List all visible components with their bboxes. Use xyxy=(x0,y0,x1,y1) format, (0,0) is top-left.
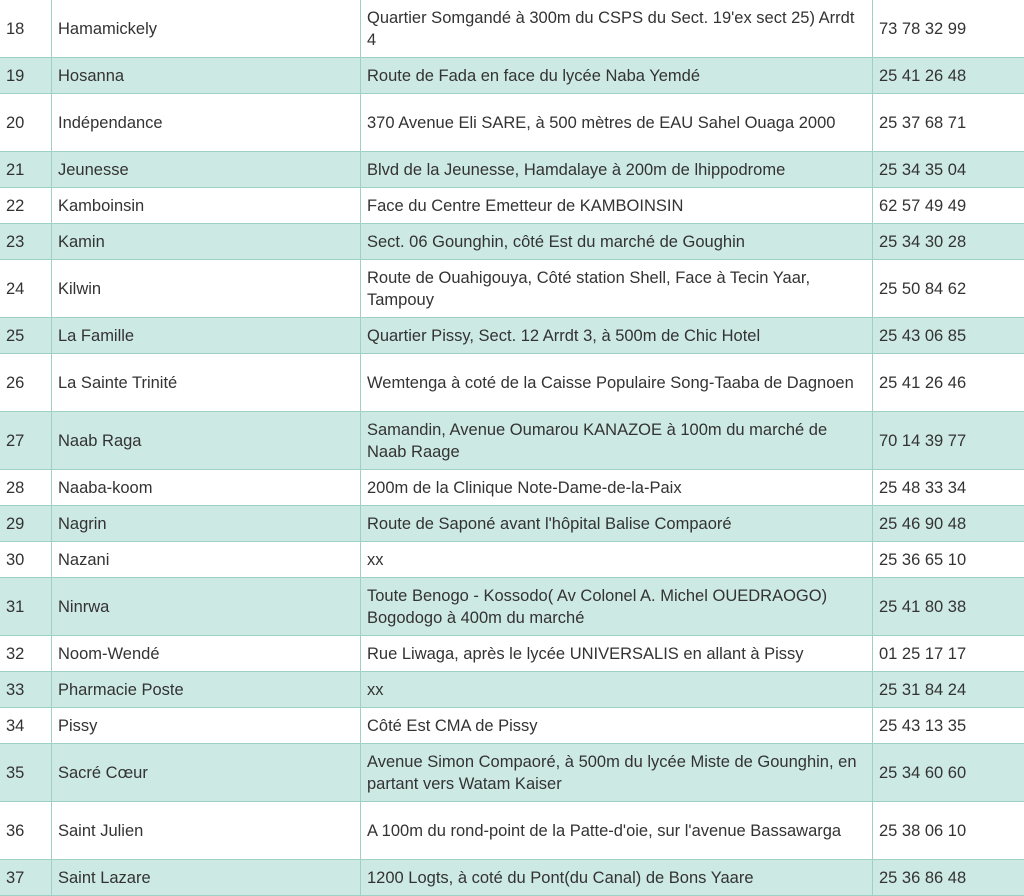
table-row xyxy=(0,224,1024,260)
pharmacy-name: Nagrin xyxy=(52,506,361,542)
pharmacy-phone: 25 36 86 48 xyxy=(873,860,1024,896)
pharmacy-phone: 01 25 17 17 xyxy=(873,636,1024,672)
table-row xyxy=(0,470,1024,506)
pharmacy-phone: 25 36 65 10 xyxy=(873,542,1024,578)
table-row xyxy=(0,708,1024,744)
pharmacy-phone: 25 46 90 48 xyxy=(873,506,1024,542)
pharmacy-address: 1200 Logts, à coté du Pont(du Canal) de Bons Yaare xyxy=(361,860,873,896)
pharmacy-phone: 70 14 39 77 xyxy=(873,412,1024,470)
table-row xyxy=(0,578,1024,636)
pharmacy-address: Quartier Somgandé à 300m du CSPS du Sect. 19'ex sect 25) Arrdt 4 xyxy=(361,0,873,58)
table-row xyxy=(0,354,1024,412)
pharmacy-address: Quartier Pissy, Sect. 12 Arrdt 3, à 500m de Chic Hotel xyxy=(361,318,873,354)
table-row xyxy=(0,672,1024,708)
row-number: 33 xyxy=(0,672,52,708)
table-row xyxy=(0,58,1024,94)
pharmacy-name: Sacré Cœur xyxy=(52,744,361,802)
pharmacy-address: Blvd de la Jeunesse, Hamdalaye à 200m de lhippodrome xyxy=(361,152,873,188)
row-number: 30 xyxy=(0,542,52,578)
row-number: 22 xyxy=(0,188,52,224)
pharmacy-name: Naab Raga xyxy=(52,412,361,470)
pharmacy-address: 200m de la Clinique Note-Dame-de-la-Paix xyxy=(361,470,873,506)
pharmacy-phone: 25 34 60 60 xyxy=(873,744,1024,802)
pharmacy-name: Saint Lazare xyxy=(52,860,361,896)
row-number: 23 xyxy=(0,224,52,260)
pharmacy-address: Samandin, Avenue Oumarou KANAZOE à 100m du marché de Naab Raage xyxy=(361,412,873,470)
table-row xyxy=(0,412,1024,470)
pharmacy-phone: 25 48 33 34 xyxy=(873,470,1024,506)
table-row xyxy=(0,188,1024,224)
pharmacy-name: Indépendance xyxy=(52,94,361,152)
pharmacy-name: Ninrwa xyxy=(52,578,361,636)
pharmacy-name: Hosanna xyxy=(52,58,361,94)
pharmacy-name: Naaba-koom xyxy=(52,470,361,506)
pharmacy-phone: 25 43 13 35 xyxy=(873,708,1024,744)
pharmacy-phone: 62 57 49 49 xyxy=(873,188,1024,224)
pharmacy-phone: 25 41 26 46 xyxy=(873,354,1024,412)
row-number: 37 xyxy=(0,860,52,896)
pharmacy-address: xx xyxy=(361,542,873,578)
pharmacy-phone: 25 31 84 24 xyxy=(873,672,1024,708)
row-number: 25 xyxy=(0,318,52,354)
pharmacy-name: Hamamickely xyxy=(52,0,361,58)
table-row xyxy=(0,860,1024,896)
row-number: 35 xyxy=(0,744,52,802)
row-number: 31 xyxy=(0,578,52,636)
pharmacy-address: Route de Saponé avant l'hôpital Balise Compaoré xyxy=(361,506,873,542)
row-number: 36 xyxy=(0,802,52,860)
pharmacy-phone: 25 50 84 62 xyxy=(873,260,1024,318)
row-number: 29 xyxy=(0,506,52,542)
pharmacy-name: Kamboinsin xyxy=(52,188,361,224)
table-row xyxy=(0,260,1024,318)
table-row xyxy=(0,744,1024,802)
pharmacy-phone: 25 38 06 10 xyxy=(873,802,1024,860)
row-number: 20 xyxy=(0,94,52,152)
pharmacy-name: Noom-Wendé xyxy=(52,636,361,672)
pharmacy-address: xx xyxy=(361,672,873,708)
row-number: 19 xyxy=(0,58,52,94)
pharmacy-name: Jeunesse xyxy=(52,152,361,188)
table-row xyxy=(0,506,1024,542)
pharmacy-address: Face du Centre Emetteur de KAMBOINSIN xyxy=(361,188,873,224)
pharmacy-phone: 25 43 06 85 xyxy=(873,318,1024,354)
pharmacy-address: Toute Benogo - Kossodo( Av Colonel A. Michel OUEDRAOGO) Bogodogo à 400m du marché xyxy=(361,578,873,636)
pharmacy-address: Sect. 06 Gounghin, côté Est du marché de Goughin xyxy=(361,224,873,260)
pharmacy-address: Route de Fada en face du lycée Naba Yemdé xyxy=(361,58,873,94)
pharmacy-name: Saint Julien xyxy=(52,802,361,860)
row-number: 26 xyxy=(0,354,52,412)
pharmacy-address: Rue Liwaga, après le lycée UNIVERSALIS en allant à Pissy xyxy=(361,636,873,672)
pharmacy-phone: 25 34 35 04 xyxy=(873,152,1024,188)
pharmacy-address: A 100m du rond-point de la Patte-d'oie, sur l'avenue Bassawarga xyxy=(361,802,873,860)
row-number: 28 xyxy=(0,470,52,506)
row-number: 27 xyxy=(0,412,52,470)
row-number: 18 xyxy=(0,0,52,58)
pharmacy-name: Kilwin xyxy=(52,260,361,318)
row-number: 21 xyxy=(0,152,52,188)
table-row xyxy=(0,0,1024,58)
table-row xyxy=(0,542,1024,578)
pharmacy-address: Avenue Simon Compaoré, à 500m du lycée Miste de Gounghin, en partant vers Watam Kaiser xyxy=(361,744,873,802)
pharmacy-name: Pharmacie Poste xyxy=(52,672,361,708)
pharmacy-address: Côté Est CMA de Pissy xyxy=(361,708,873,744)
pharmacy-address: 370 Avenue Eli SARE, à 500 mètres de EAU Sahel Ouaga 2000 xyxy=(361,94,873,152)
table-row xyxy=(0,802,1024,860)
row-number: 24 xyxy=(0,260,52,318)
pharmacy-name: Nazani xyxy=(52,542,361,578)
pharmacy-name: La Sainte Trinité xyxy=(52,354,361,412)
table-row xyxy=(0,94,1024,152)
pharmacy-name: La Famille xyxy=(52,318,361,354)
table-row xyxy=(0,318,1024,354)
pharmacy-phone: 25 41 26 48 xyxy=(873,58,1024,94)
pharmacy-address: Wemtenga à coté de la Caisse Populaire Song-Taaba de Dagnoen xyxy=(361,354,873,412)
table-row xyxy=(0,636,1024,672)
pharmacy-phone: 25 34 30 28 xyxy=(873,224,1024,260)
pharmacy-name: Pissy xyxy=(52,708,361,744)
table-row xyxy=(0,152,1024,188)
pharmacy-phone: 25 37 68 71 xyxy=(873,94,1024,152)
pharmacy-phone: 25 41 80 38 xyxy=(873,578,1024,636)
pharmacy-name: Kamin xyxy=(52,224,361,260)
pharmacy-phone: 73 78 32 99 xyxy=(873,0,1024,58)
row-number: 32 xyxy=(0,636,52,672)
row-number: 34 xyxy=(0,708,52,744)
pharmacy-address: Route de Ouahigouya, Côté station Shell, Face à Tecin Yaar, Tampouy xyxy=(361,260,873,318)
